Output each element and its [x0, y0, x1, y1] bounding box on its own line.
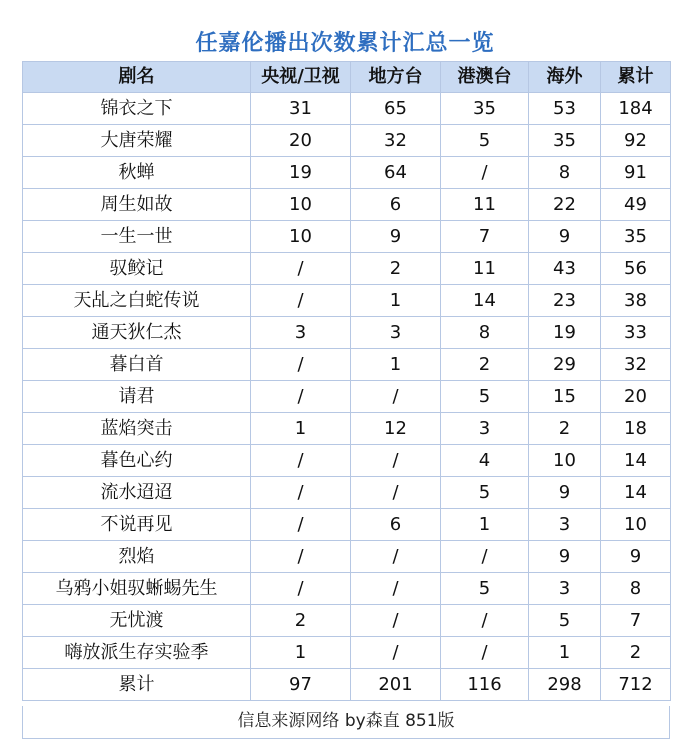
local-tv-cell: 1	[351, 349, 441, 381]
table-row	[23, 445, 671, 477]
local-tv-cell: 12	[351, 413, 441, 445]
drama-name-cell: 烈焰	[23, 541, 251, 573]
hk-macau-taiwan-cell: 3	[441, 413, 529, 445]
overseas-cell: 15	[529, 381, 601, 413]
drama-name-cell: 天乩之白蛇传说	[23, 285, 251, 317]
hk-macau-taiwan-cell: /	[441, 541, 529, 573]
table-row	[23, 413, 671, 445]
header-overseas: 海外	[529, 62, 601, 93]
overseas-cell: 3	[529, 573, 601, 605]
total-cell: 8	[601, 573, 671, 605]
hk-macau-taiwan-cell: 5	[441, 573, 529, 605]
hk-macau-taiwan-cell: 11	[441, 189, 529, 221]
overseas-cell: 298	[529, 669, 601, 701]
table-row	[23, 93, 671, 125]
hk-macau-taiwan-cell: 1	[441, 509, 529, 541]
cctv-satellite-cell: /	[251, 285, 351, 317]
local-tv-cell: /	[351, 477, 441, 509]
hk-macau-taiwan-cell: 5	[441, 381, 529, 413]
local-tv-cell: 65	[351, 93, 441, 125]
drama-name-cell: 累计	[23, 669, 251, 701]
total-cell: 38	[601, 285, 671, 317]
local-tv-cell: 9	[351, 221, 441, 253]
hk-macau-taiwan-cell: 7	[441, 221, 529, 253]
cctv-satellite-cell: 3	[251, 317, 351, 349]
cctv-satellite-cell: 1	[251, 413, 351, 445]
drama-name-cell: 嗨放派生存实验季	[23, 637, 251, 669]
cctv-satellite-cell: /	[251, 445, 351, 477]
total-cell: 35	[601, 221, 671, 253]
drama-name-cell: 蓝焰突击	[23, 413, 251, 445]
total-cell: 2	[601, 637, 671, 669]
table-row	[23, 541, 671, 573]
total-cell: 20	[601, 381, 671, 413]
overseas-cell: 22	[529, 189, 601, 221]
table-row	[23, 381, 671, 413]
cctv-satellite-cell: 20	[251, 125, 351, 157]
drama-name-cell: 不说再见	[23, 509, 251, 541]
header-cctv-satellite: 央视/卫视	[251, 62, 351, 93]
hk-macau-taiwan-cell: 4	[441, 445, 529, 477]
table-row	[23, 189, 671, 221]
overseas-cell: 29	[529, 349, 601, 381]
table-row	[23, 125, 671, 157]
local-tv-cell: 201	[351, 669, 441, 701]
drama-name-cell: 大唐荣耀	[23, 125, 251, 157]
total-cell: 7	[601, 605, 671, 637]
local-tv-cell: /	[351, 637, 441, 669]
hk-macau-taiwan-cell: 5	[441, 125, 529, 157]
hk-macau-taiwan-cell: 11	[441, 253, 529, 285]
hk-macau-taiwan-cell: 14	[441, 285, 529, 317]
cctv-satellite-cell: 10	[251, 221, 351, 253]
total-cell: 91	[601, 157, 671, 189]
overseas-cell: 23	[529, 285, 601, 317]
cctv-satellite-cell: /	[251, 541, 351, 573]
header-drama-name: 剧名	[23, 62, 251, 93]
hk-macau-taiwan-cell: 35	[441, 93, 529, 125]
total-cell: 14	[601, 477, 671, 509]
hk-macau-taiwan-cell: /	[441, 637, 529, 669]
table-row	[23, 605, 671, 637]
local-tv-cell: /	[351, 605, 441, 637]
overseas-cell: 9	[529, 221, 601, 253]
total-cell: 92	[601, 125, 671, 157]
cctv-satellite-cell: /	[251, 477, 351, 509]
local-tv-cell: 32	[351, 125, 441, 157]
cctv-satellite-cell: /	[251, 253, 351, 285]
table-row	[23, 349, 671, 381]
drama-name-cell: 请君	[23, 381, 251, 413]
cctv-satellite-cell: /	[251, 573, 351, 605]
total-cell: 56	[601, 253, 671, 285]
total-cell: 49	[601, 189, 671, 221]
overseas-cell: 2	[529, 413, 601, 445]
cctv-satellite-cell: 31	[251, 93, 351, 125]
drama-name-cell: 乌鸦小姐驭蜥蜴先生	[23, 573, 251, 605]
local-tv-cell: /	[351, 573, 441, 605]
overseas-cell: 10	[529, 445, 601, 477]
total-cell: 184	[601, 93, 671, 125]
table-row	[23, 285, 671, 317]
total-cell: 33	[601, 317, 671, 349]
table-row	[23, 637, 671, 669]
header-hk-macau-taiwan: 港澳台	[441, 62, 529, 93]
table-body	[23, 93, 671, 701]
table-row	[23, 317, 671, 349]
total-cell: 9	[601, 541, 671, 573]
cctv-satellite-cell: 97	[251, 669, 351, 701]
overseas-cell: 43	[529, 253, 601, 285]
header-total: 累计	[601, 62, 671, 93]
total-cell: 32	[601, 349, 671, 381]
overseas-cell: 3	[529, 509, 601, 541]
total-cell: 10	[601, 509, 671, 541]
page-title: 任嘉伦播出次数累计汇总一览	[195, 31, 495, 56]
table-row	[23, 477, 671, 509]
hk-macau-taiwan-cell: 5	[441, 477, 529, 509]
total-cell: 14	[601, 445, 671, 477]
local-tv-cell: 6	[351, 509, 441, 541]
hk-macau-taiwan-cell: /	[441, 157, 529, 189]
table-header-row	[23, 62, 671, 93]
overseas-cell: 19	[529, 317, 601, 349]
drama-name-cell: 秋蝉	[23, 157, 251, 189]
local-tv-cell: 2	[351, 253, 441, 285]
overseas-cell: 35	[529, 125, 601, 157]
local-tv-cell: 6	[351, 189, 441, 221]
local-tv-cell: /	[351, 541, 441, 573]
overseas-cell: 9	[529, 477, 601, 509]
table-row	[23, 509, 671, 541]
table-row	[23, 253, 671, 285]
drama-name-cell: 周生如故	[23, 189, 251, 221]
cctv-satellite-cell: /	[251, 381, 351, 413]
drama-name-cell: 锦衣之下	[23, 93, 251, 125]
total-cell: 712	[601, 669, 671, 701]
cctv-satellite-cell: 1	[251, 637, 351, 669]
total-cell: 18	[601, 413, 671, 445]
cctv-satellite-cell: /	[251, 509, 351, 541]
hk-macau-taiwan-cell: 116	[441, 669, 529, 701]
drama-name-cell: 暮色心约	[23, 445, 251, 477]
drama-name-cell: 一生一世	[23, 221, 251, 253]
hk-macau-taiwan-cell: 2	[441, 349, 529, 381]
overseas-cell: 8	[529, 157, 601, 189]
local-tv-cell: 3	[351, 317, 441, 349]
local-tv-cell: /	[351, 445, 441, 477]
overseas-cell: 5	[529, 605, 601, 637]
local-tv-cell: 64	[351, 157, 441, 189]
hk-macau-taiwan-cell: 8	[441, 317, 529, 349]
drama-name-cell: 流水迢迢	[23, 477, 251, 509]
table-row	[23, 573, 671, 605]
cctv-satellite-cell: 19	[251, 157, 351, 189]
broadcast-summary-table	[22, 61, 671, 701]
hk-macau-taiwan-cell: /	[441, 605, 529, 637]
local-tv-cell: 1	[351, 285, 441, 317]
cctv-satellite-cell: 10	[251, 189, 351, 221]
drama-name-cell: 通天狄仁杰	[23, 317, 251, 349]
header-local-tv: 地方台	[351, 62, 441, 93]
table-total-row	[23, 669, 671, 701]
cctv-satellite-cell: 2	[251, 605, 351, 637]
drama-name-cell: 无忧渡	[23, 605, 251, 637]
cctv-satellite-cell: /	[251, 349, 351, 381]
overseas-cell: 1	[529, 637, 601, 669]
table-row	[23, 157, 671, 189]
local-tv-cell: /	[351, 381, 441, 413]
overseas-cell: 9	[529, 541, 601, 573]
drama-name-cell: 驭鲛记	[23, 253, 251, 285]
drama-name-cell: 暮白首	[23, 349, 251, 381]
source-footer: 信息来源网络 by森直 851版	[22, 706, 670, 739]
table-row	[23, 221, 671, 253]
overseas-cell: 53	[529, 93, 601, 125]
